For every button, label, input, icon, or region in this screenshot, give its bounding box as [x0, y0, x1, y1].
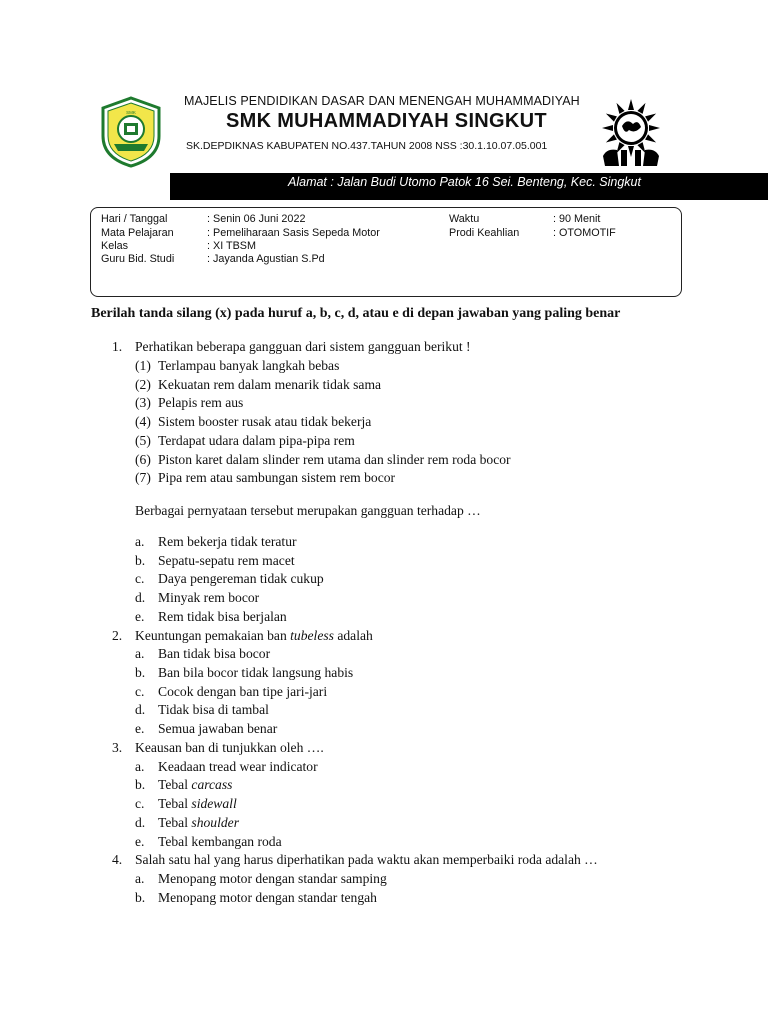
option-text: Rem tidak bisa berjalan — [158, 609, 287, 624]
item-number: (5) — [135, 433, 151, 448]
question-number: 3. — [112, 740, 123, 755]
option-letter: b. — [135, 890, 146, 905]
info-value: : Senin 06 Juni 2022 — [207, 213, 306, 225]
option-text: Menopang motor dengan standar samping — [158, 871, 387, 886]
item-text: Terlampau banyak langkah bebas — [158, 358, 340, 373]
info-value: : Pemeliharaan Sasis Sepeda Motor — [207, 227, 380, 239]
option-letter: a. — [135, 871, 145, 886]
option-letter: b. — [135, 553, 146, 568]
question-text: Keausan ban di tunjukkan oleh …. — [135, 740, 324, 755]
info-label: Prodi Keahlian — [449, 227, 520, 239]
option-text: Ban tidak bisa bocor — [158, 646, 271, 661]
question-number: 1. — [112, 339, 123, 354]
option-text: Tebal kembangan roda — [158, 834, 282, 849]
option-letter: c. — [135, 684, 145, 699]
info-value: : OTOMOTIF — [553, 227, 616, 239]
option-text: Minyak rem bocor — [158, 590, 260, 605]
option-letter: d. — [135, 702, 146, 717]
option-text-part: Tebal — [158, 777, 192, 792]
item-text: Sistem booster rusak atau tidak bekerja — [158, 414, 372, 429]
option-letter: c. — [135, 571, 145, 586]
exam-info-box — [90, 207, 682, 297]
instruction-text: Berilah tanda silang (x) pada huruf a, b, c, d, atau e di depan jawaban yang paling benar — [91, 306, 621, 321]
school-logo — [100, 96, 162, 168]
option-letter: b. — [135, 777, 146, 792]
question-text-part: adalah — [333, 628, 373, 643]
item-text: Piston karet dalam slinder rem utama dan slinder rem roda bocor — [158, 452, 511, 467]
option-letter: d. — [135, 815, 146, 830]
option-letter: e. — [135, 609, 145, 624]
option-text-emphasis: carcass — [191, 777, 233, 792]
question-text: Perhatikan beberapa gangguan dari sistem gangguan berikut ! — [135, 339, 471, 354]
question-text-part: Keuntungan pemakaian ban — [135, 628, 291, 643]
address-text: Alamat : Jalan Budi Utomo Patok 16 Sei. Benteng, Kec. Singkut — [288, 175, 641, 189]
option-letter: a. — [135, 534, 145, 549]
option-text: Rem bekerja tidak teratur — [158, 534, 297, 549]
item-number: (3) — [135, 395, 151, 410]
option-text: Cocok dengan ban tipe jari-jari — [158, 684, 328, 699]
option-text-emphasis: sidewall — [191, 796, 237, 811]
item-text: Pelapis rem aus — [158, 395, 244, 410]
option-letter: e. — [135, 721, 145, 736]
option-text: Tidak bisa di tambal — [158, 702, 269, 717]
option-letter: e. — [135, 834, 145, 849]
address-banner — [170, 173, 768, 200]
option-letter: c. — [135, 796, 145, 811]
item-text: Pipa rem atau sambungan sistem rem bocor — [158, 470, 396, 485]
question-text-emphasis: tubeless — [290, 628, 334, 643]
question-text: Salah satu hal yang harus diperhatikan pada waktu akan memperbaiki roda adalah … — [135, 852, 598, 867]
info-value: : XI TBSM — [207, 240, 256, 252]
info-value: : Jayanda Agustian S.Pd — [207, 253, 325, 265]
option-letter: b. — [135, 665, 146, 680]
item-number: (6) — [135, 452, 151, 467]
option-text: Menopang motor dengan standar tengah — [158, 890, 377, 905]
item-number: (1) — [135, 358, 151, 373]
info-label: Kelas — [101, 240, 129, 252]
option-text: Sepatu-sepatu rem macet — [158, 553, 295, 568]
info-label: Hari / Tanggal — [101, 213, 168, 225]
registration-info: SK.DEPDIKNAS KABUPATEN NO.437.TAHUN 2008 NSS :30.1.10.07.05.001 — [186, 140, 548, 152]
option-letter: a. — [135, 646, 145, 661]
info-value: : 90 Menit — [553, 213, 601, 225]
option-text: Semua jawaban benar — [158, 721, 278, 736]
item-number: (2) — [135, 377, 151, 392]
item-text: Terdapat udara dalam pipa-pipa rem — [158, 433, 355, 448]
question-number: 2. — [112, 628, 123, 643]
option-letter: d. — [135, 590, 146, 605]
item-number: (7) — [135, 470, 151, 485]
info-label: Waktu — [449, 213, 480, 225]
organization-name: MAJELIS PENDIDIKAN DASAR DAN MENENGAH MUHAMMADIYAH — [184, 94, 580, 108]
option-letter: a. — [135, 759, 145, 774]
muhammadiyah-sun-logo — [597, 98, 665, 168]
item-number: (4) — [135, 414, 151, 429]
option-text: Ban bila bocor tidak langsung habis — [158, 665, 354, 680]
item-text: Kekuatan rem dalam menarik tidak sama — [158, 377, 382, 392]
option-text — [158, 814, 239, 832]
option-text — [158, 776, 232, 794]
option-text-part: Tebal — [158, 815, 192, 830]
option-text: Keadaan tread wear indicator — [158, 759, 318, 774]
option-text: Daya pengereman tidak cukup — [158, 571, 324, 586]
info-label: Guru Bid. Studi — [101, 253, 175, 265]
question-number: 4. — [112, 852, 123, 867]
info-label: Mata Pelajaran — [101, 227, 174, 239]
svg-text:SMK: SMK — [126, 110, 136, 115]
followup-text: Berbagai pernyataan tersebut merupakan gangguan terhadap … — [135, 503, 481, 518]
school-name: SMK MUHAMMADIYAH SINGKUT — [226, 110, 547, 132]
option-text — [158, 795, 237, 813]
option-text-part: Tebal — [158, 796, 192, 811]
option-text-emphasis: shoulder — [191, 815, 239, 830]
question-text — [135, 627, 373, 645]
